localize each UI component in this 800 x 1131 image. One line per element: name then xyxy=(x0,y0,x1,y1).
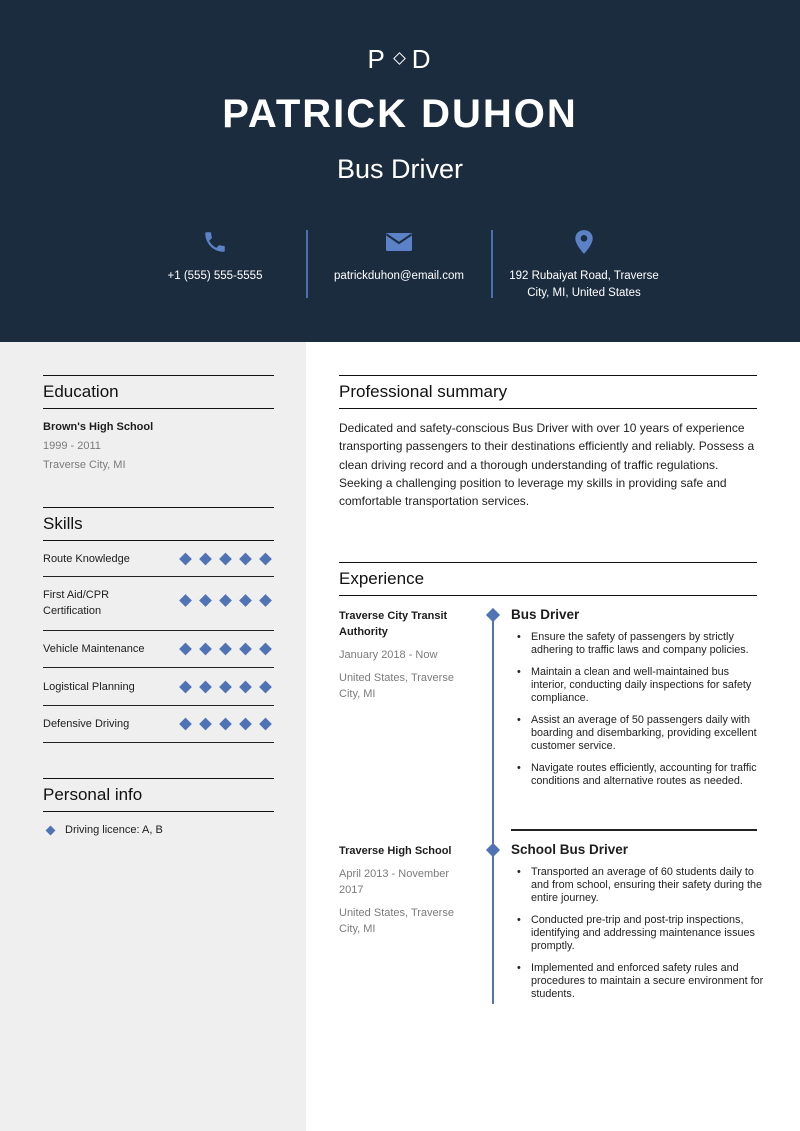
rating-diamond-icon xyxy=(239,718,252,731)
summary-text: Dedicated and safety-conscious Bus Driver with over 10 years of experience transporting passengers to their destinations efficiently and reliably. Possess a clean driving record and a thorough understanding of traffic regulations. Seeking a challenging position to leverage my skills in providing safe and comfortable transportation services. xyxy=(339,421,755,509)
personal-info-title: Personal info xyxy=(43,778,274,812)
contact-divider xyxy=(491,230,493,298)
bullet-diamond-icon xyxy=(46,826,56,836)
experience-section xyxy=(339,562,757,596)
job-company: Traverse City Transit Authority xyxy=(339,610,448,638)
resume-header xyxy=(0,0,800,342)
skill-row xyxy=(43,577,274,631)
job-details xyxy=(511,842,767,1010)
timeline-diamond-icon xyxy=(486,608,500,622)
email-icon xyxy=(385,228,413,256)
job-dates: April 2013 - November 2017 xyxy=(339,868,450,896)
education-school: Brown's High School xyxy=(43,421,154,433)
contact-address xyxy=(495,228,673,302)
timeline-line xyxy=(492,612,494,1004)
contact-email xyxy=(310,228,488,285)
skill-row xyxy=(43,706,274,743)
job-bullets xyxy=(511,631,767,788)
rating-diamond-icon xyxy=(259,594,272,607)
rating-diamond-icon xyxy=(219,643,232,656)
experience-title: Experience xyxy=(339,562,757,596)
rating-diamond-icon xyxy=(259,718,272,731)
monogram-left: P xyxy=(367,44,387,74)
timeline-diamond-icon xyxy=(486,843,500,857)
location-icon xyxy=(573,228,595,256)
personal-info-section xyxy=(43,778,274,836)
rating-diamond-icon xyxy=(179,680,192,693)
rating-diamond-icon xyxy=(179,718,192,731)
skill-name: Vehicle Maintenance xyxy=(43,643,145,655)
rating-diamond-icon xyxy=(259,552,272,565)
contact-divider xyxy=(306,230,308,298)
job-bullet: • Transported an average of 60 students daily to and from school, ensuring their safety during the entire journey. xyxy=(511,866,767,905)
skill-name: Logistical Planning xyxy=(43,681,135,693)
address-line-2: City, MI, United States xyxy=(527,287,641,299)
education-section xyxy=(43,375,274,471)
job-location: United States, Traverse City, MI xyxy=(339,907,454,935)
job-bullets xyxy=(511,866,767,1001)
job-bullet: • Implemented and enforced safety rules and procedures to maintain a secure environment for students. xyxy=(511,962,767,1001)
rating-diamond-icon xyxy=(259,680,272,693)
rating-diamond-icon xyxy=(199,718,212,731)
skills-section xyxy=(43,507,274,743)
job-bullet: • Assist an average of 50 passengers daily with boarding and disembarking, providing excellent customer service. xyxy=(511,714,767,753)
rating-diamond-icon xyxy=(219,718,232,731)
job-details xyxy=(511,607,767,797)
rating-diamond-icon xyxy=(259,643,272,656)
skill-row xyxy=(43,668,274,706)
job-role: School Bus Driver xyxy=(511,842,629,857)
rating-diamond-icon xyxy=(199,594,212,607)
rating-diamond-icon xyxy=(179,594,192,607)
rating-diamond-icon xyxy=(219,594,232,607)
skills-title: Skills xyxy=(43,507,274,541)
job-bullet: • Conducted pre-trip and post-trip inspections, identifying and addressing maintenance issues promptly. xyxy=(511,914,767,953)
skill-rating xyxy=(181,645,270,654)
skill-rating xyxy=(181,554,270,563)
rating-diamond-icon xyxy=(239,552,252,565)
contact-phone xyxy=(135,228,295,285)
education-location: Traverse City, MI xyxy=(43,459,126,471)
skill-rating xyxy=(181,720,270,729)
job-divider xyxy=(511,829,757,831)
monogram-diamond-icon xyxy=(393,52,406,65)
rating-diamond-icon xyxy=(199,643,212,656)
rating-diamond-icon xyxy=(199,552,212,565)
job-role: Bus Driver xyxy=(511,607,580,622)
rating-diamond-icon xyxy=(219,680,232,693)
skill-rating xyxy=(181,596,270,605)
education-title: Education xyxy=(43,375,274,409)
job-company: Traverse High School xyxy=(339,845,452,857)
skill-name: First Aid/CPR Certification xyxy=(43,589,110,617)
rating-diamond-icon xyxy=(179,643,192,656)
skill-name: Route Knowledge xyxy=(43,553,130,565)
summary-title: Professional summary xyxy=(339,375,757,409)
monogram xyxy=(0,44,800,75)
skill-rating xyxy=(181,682,270,691)
personal-info-item xyxy=(43,824,274,836)
personal-info-text: Driving licence: A, B xyxy=(65,824,163,836)
monogram-right: D xyxy=(411,44,433,74)
skill-name: Defensive Driving xyxy=(43,718,130,730)
email-text[interactable]: patrickduhon@email.com xyxy=(334,270,464,282)
education-years: 1999 - 2011 xyxy=(43,440,101,452)
rating-diamond-icon xyxy=(219,552,232,565)
rating-diamond-icon xyxy=(179,552,192,565)
phone-text[interactable]: +1 (555) 555-5555 xyxy=(167,270,263,282)
rating-diamond-icon xyxy=(239,680,252,693)
skill-row xyxy=(43,541,274,577)
job-dates: January 2018 - Now xyxy=(339,649,438,661)
rating-diamond-icon xyxy=(239,594,252,607)
rating-diamond-icon xyxy=(239,643,252,656)
skill-row xyxy=(43,631,274,668)
summary-section xyxy=(339,375,757,510)
candidate-title: Bus Driver xyxy=(336,154,464,184)
candidate-name: PATRICK DUHON xyxy=(222,92,578,136)
phone-icon xyxy=(202,228,228,256)
job-bullet: • Ensure the safety of passengers by strictly adhering to traffic laws and company policies. xyxy=(511,631,767,657)
job-location: United States, Traverse City, MI xyxy=(339,672,454,700)
rating-diamond-icon xyxy=(199,680,212,693)
job-meta xyxy=(339,608,474,702)
job-bullet: • Maintain a clean and well-maintained bus interior, conducting daily inspections for safety compliance. xyxy=(511,666,767,705)
address-line-1: 192 Rubaiyat Road, Traverse xyxy=(509,270,659,282)
job-meta xyxy=(339,843,474,937)
job-bullet: • Navigate routes efficiently, accounting for traffic conditions and alternative routes as needed. xyxy=(511,762,767,788)
